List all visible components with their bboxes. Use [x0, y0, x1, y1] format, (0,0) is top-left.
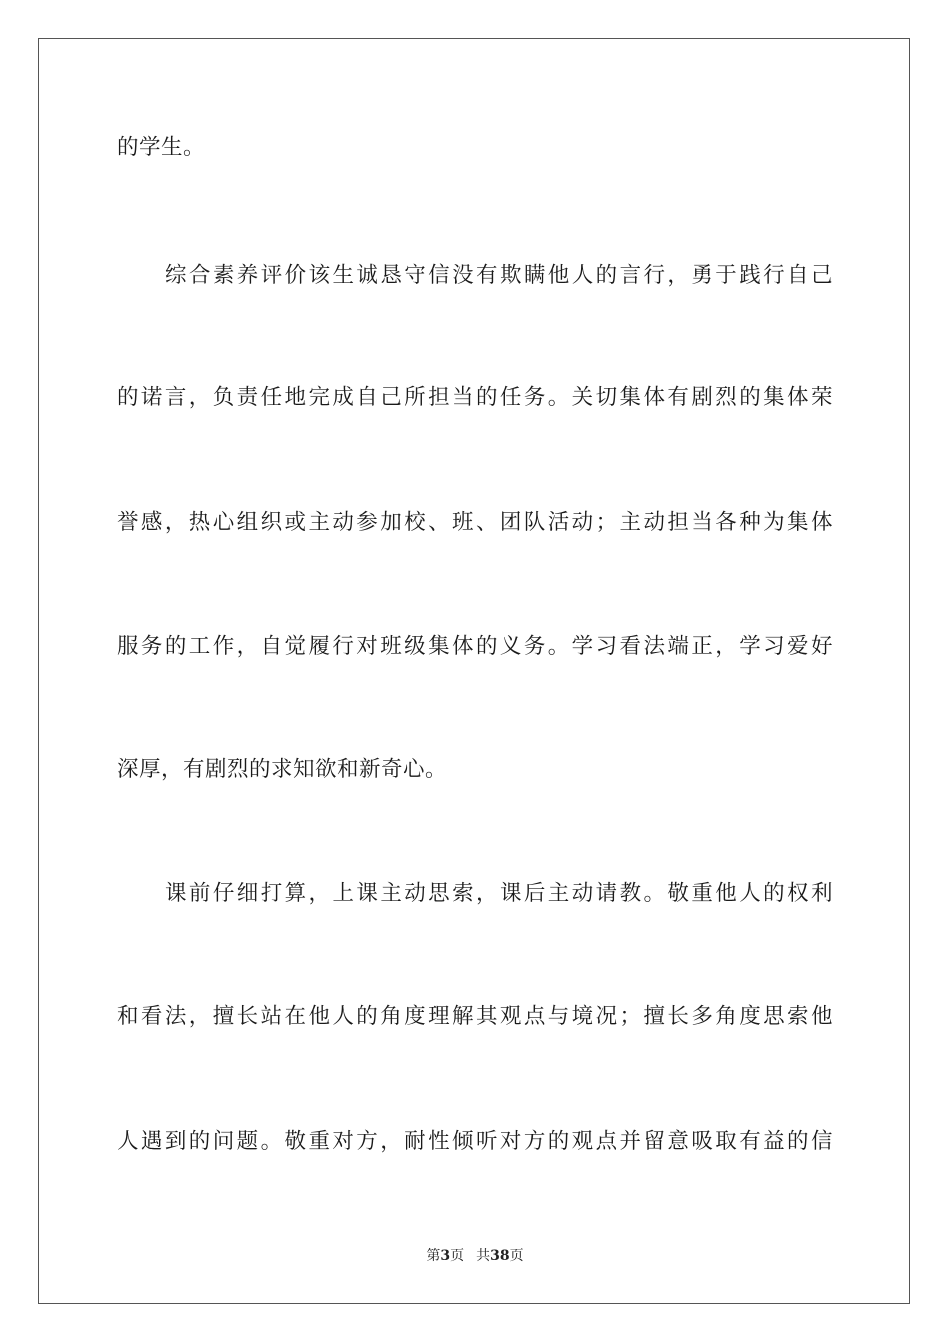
total-prefix: 共	[476, 1248, 491, 1264]
page-number: 3	[440, 1248, 451, 1264]
paragraph-line-9: 人遇到的问题。敬重对方，耐性倾听对方的观点并留意吸取有益的信	[117, 1129, 833, 1154]
paragraph-line-6: 深厚，有剧烈的求知欲和新奇心。	[117, 757, 448, 782]
paragraph-line-3: 的诺言，负责任地完成自己所担当的任务。关切集体有剧烈的集体荣	[117, 385, 833, 410]
total-pages: 38	[490, 1248, 510, 1264]
page-prefix: 第	[426, 1248, 441, 1264]
paragraph-line-1: 的学生。	[117, 135, 206, 160]
page-suffix: 页	[450, 1248, 465, 1264]
page-footer	[0, 1246, 950, 1266]
total-suffix: 页	[509, 1248, 524, 1264]
page-border	[38, 38, 910, 1304]
paragraph-line-2: 综合素养评价该生诚恳守信没有欺瞒他人的言行，勇于践行自己	[165, 263, 833, 288]
paragraph-line-5: 服务的工作，自觉履行对班级集体的义务。学习看法端正，学习爱好	[117, 634, 833, 659]
paragraph-line-7: 课前仔细打算，上课主动思索，课后主动请教。敬重他人的权利	[165, 881, 833, 906]
paragraph-line-8: 和看法，擅长站在他人的角度理解其观点与境况；擅长多角度思索他	[117, 1004, 833, 1029]
paragraph-line-4: 誉感，热心组织或主动参加校、班、团队活动；主动担当各种为集体	[117, 510, 833, 535]
